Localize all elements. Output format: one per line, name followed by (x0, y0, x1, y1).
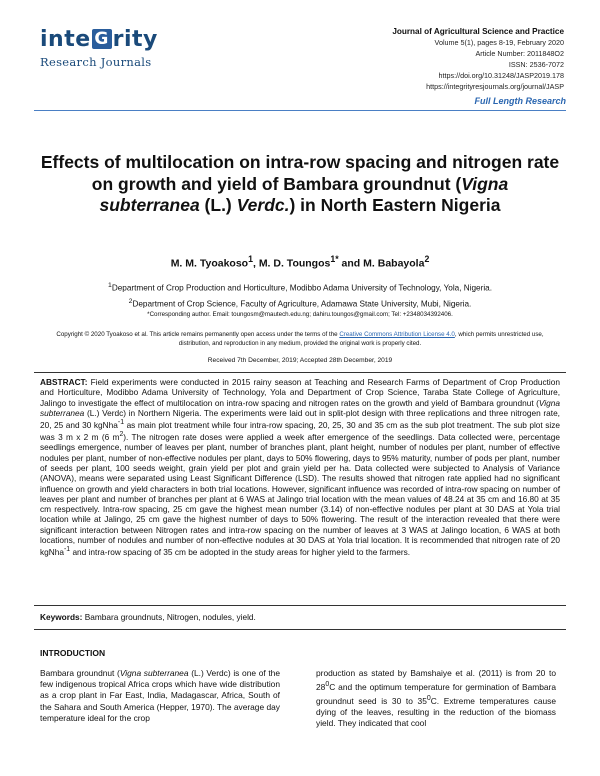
logo-g-box: G (92, 29, 112, 49)
affiliation-1-mark: 1 (108, 282, 112, 289)
journal-name: Journal of Agricultural Science and Practice (392, 27, 564, 36)
doi-link[interactable]: https://doi.org/10.31248/JASP2019.178 (438, 71, 564, 80)
abstract-text-2: (L.) Verdc) in Northern Nigeria. The experiments were laid out in split-plot design with three replications and three nitrogen rate, 20, 25 and 30 kgNha (40, 407, 560, 430)
title-text-2: (L.) (199, 195, 237, 215)
keywords-label: Keywords: (40, 612, 83, 622)
received-dates: Received 7th December, 2019; Accepted 28th December, 2019 (207, 357, 393, 364)
article-type: Full Length Research (474, 96, 566, 106)
journal-issn: ISSN: 2536-7072 (508, 60, 564, 69)
intro-col2-text-2: C and the optimum temperature for germination of Bambara groundnut seed is 30 to 35 (316, 682, 556, 706)
logo-text-end: rity (112, 27, 158, 52)
abstract-top-rule (34, 372, 566, 373)
abstract-species-italic: Vigna subterranea (40, 397, 560, 418)
author-list (40, 254, 560, 270)
title-text-1: Effects of multilocation on intra-row spacing and nitrogen rate on growth and yield of Bambara groundnut ( (40, 152, 560, 194)
abstract-text-3: as main plot treatment while four intra-row spacing, 20, 25, 30 and 35 cm as the sub plot treatment. The sub plot size was 3 m x 2 m (6 m (40, 419, 560, 443)
journal-info (392, 26, 564, 92)
journal-volume: Volume 5(1), pages 8-19, February 2020 (434, 38, 564, 47)
author-1-affil: 1 (248, 254, 253, 264)
intro-col1-text-2: (L.) Verdc) is one of the few indigenous tropical Africa crops which have wide distribution as a crop plant in Far East, India, Madagascar, Africa, South of the Sahara and South America (Hepper, 1970). The average day temperature ideal for the crop (40, 668, 280, 723)
author-3-affil: 2 (424, 254, 430, 264)
logo-wordmark (40, 28, 190, 52)
author-3: M. Babayola (363, 257, 425, 270)
keywords-bottom-rule (34, 629, 566, 630)
intro-col2-sup-2: 0 (426, 695, 431, 703)
copyright-prefix: Copyright © 2020 Tyoakoso et al. This article remains permanently open access under the terms of the (56, 331, 340, 338)
author-2-affil: 1* (330, 254, 339, 264)
affiliations (40, 279, 560, 310)
intro-col1-text-1: Bambara groundnut ( (40, 668, 120, 678)
abstract-sup-3: -1 (63, 546, 71, 554)
license-link[interactable]: Creative Commons Attribution License 4.0 (339, 331, 455, 338)
affiliation-1-text: Department of Crop Production and Horticulture, Modibbo Adama University of Technology, Yola, Nigeria. (111, 283, 492, 293)
intro-col2-text-3: C. Extreme temperatures cause dying of the leaves, resulting in the reduction of the biomass yield. They indicated that cool (316, 696, 556, 729)
article-title (40, 152, 560, 217)
title-species-italic: Vigna subterranea (99, 173, 509, 215)
keywords-top-rule (34, 605, 566, 606)
abstract-text-5: and intra-row spacing of 35 cm be adopted in the study areas for higher yield to the farmers. (70, 547, 411, 558)
abstract-text-1: Field experiments were conducted in 2015 rainy season at Teaching and Research Farms of Department of Crop Production and Horticulture, Modibbo Adama University of Technology, Yola and Department of Crop Science, Taraba State College of Agriculture, Jalingo to investigate the effect of multilocation on intra-row spacing and nitrogen rates on the growth and yield of Bambara groundnut ( (40, 377, 560, 408)
keywords (40, 612, 560, 622)
affiliation-1 (40, 279, 560, 295)
copyright-notice (40, 330, 560, 348)
journal-url-link[interactable]: https://integrityresjournals.org/journal/JASP (426, 82, 564, 91)
corresponding-author: *Corresponding author. Email: toungosm@mautech.edu.ng; dahiru.toungos@gmail.com; Tel: +2348034392406. (147, 311, 453, 318)
abstract-label: ABSTRACT: (40, 377, 88, 387)
keywords-text: Bambara groundnuts, Nitrogen, nodules, yield. (82, 612, 256, 622)
affiliation-2-text: Department of Crop Science, Faculty of Agriculture, Adamawa State University, Mubi, Nigeria. (132, 299, 472, 309)
introduction-column-2 (316, 668, 556, 730)
title-text-3: ) in North Eastern Nigeria (289, 195, 501, 215)
article-number: Article Number: 2011848O2 (475, 49, 564, 58)
abstract-text-4: ). The nitrogen rate doses were applied a week after emergence of the seedlings. Data collected were, percentage seedlings emergence, number of leaves per plant, number of branches plant, plant height, number of nodules per plant, number of effective nodules per plant, number of non-effective nodules per plant, days to 50% flowering, days to 95% maturity, number of pods per plant, number of seeds per plant, 100 seeds weight, grain yield per plot and grain yield per ha. Data collected were subjected to Analysis of Variance (ANOVA), means were separated using Least Significant Difference (LSD). The results showed that nitrogen rate applied had no significant influence on growth and yield characters in both trial locations. However, significant influence was recorded of intra-row spacing on number of leaves per plant and number of branches per plant at 6 WAS at Jalingo trial location with the mean values of 48.24 at 35 cm and 16.80 at 35 cm respectively. Intra-row spacing, 25 cm gave the highest mean number (3.14) of non-effective nodules per plant at 30 DAS at Yola trial location while at Jalingo, 25 cm gave the highest number of days to 50% flowering. The result of the interaction revealed that there were significant interaction between Nitrogen rates and intra-row spacing on the number of leaves at 3 WAS at Jalingo location, 6 WAS at both locations, number of nodules and number of non-effective nodules at 30 DAS at Yola trial location. It is recommended that nitrogen rate of 20 kgNha (40, 432, 560, 558)
author-2: M. D. Toungos (258, 257, 331, 270)
header-rule (34, 110, 566, 111)
intro-col1-italic: Vigna subterranea (119, 668, 189, 678)
author-sep-1: , (252, 257, 259, 270)
author-1: M. M. Tyoakoso (170, 257, 249, 270)
abstract (40, 377, 560, 557)
abstract-sup-2: 2 (119, 431, 124, 439)
title-authority-italic: Verdc. (236, 195, 290, 215)
affiliation-2 (40, 295, 560, 311)
logo-text-start: inte (40, 27, 91, 52)
intro-col2-text-1: production as stated by Bamshaiye et al. (2011) is from 20 to 28 (316, 668, 556, 692)
journal-logo (40, 28, 190, 88)
introduction-column-1 (40, 668, 280, 724)
abstract-sup-1: -1 (117, 419, 125, 427)
intro-col2-sup-1: 0 (325, 681, 330, 689)
copyright-suffix: , which permits unrestricted use, distribution, and reproduction in any medium, provided the original work is properly cited. (178, 331, 544, 347)
affiliation-2-mark: 2 (128, 297, 133, 305)
logo-subtitle: Research Journals (40, 55, 152, 69)
author-sep-2: and (338, 257, 364, 270)
introduction-heading: INTRODUCTION (40, 648, 106, 658)
